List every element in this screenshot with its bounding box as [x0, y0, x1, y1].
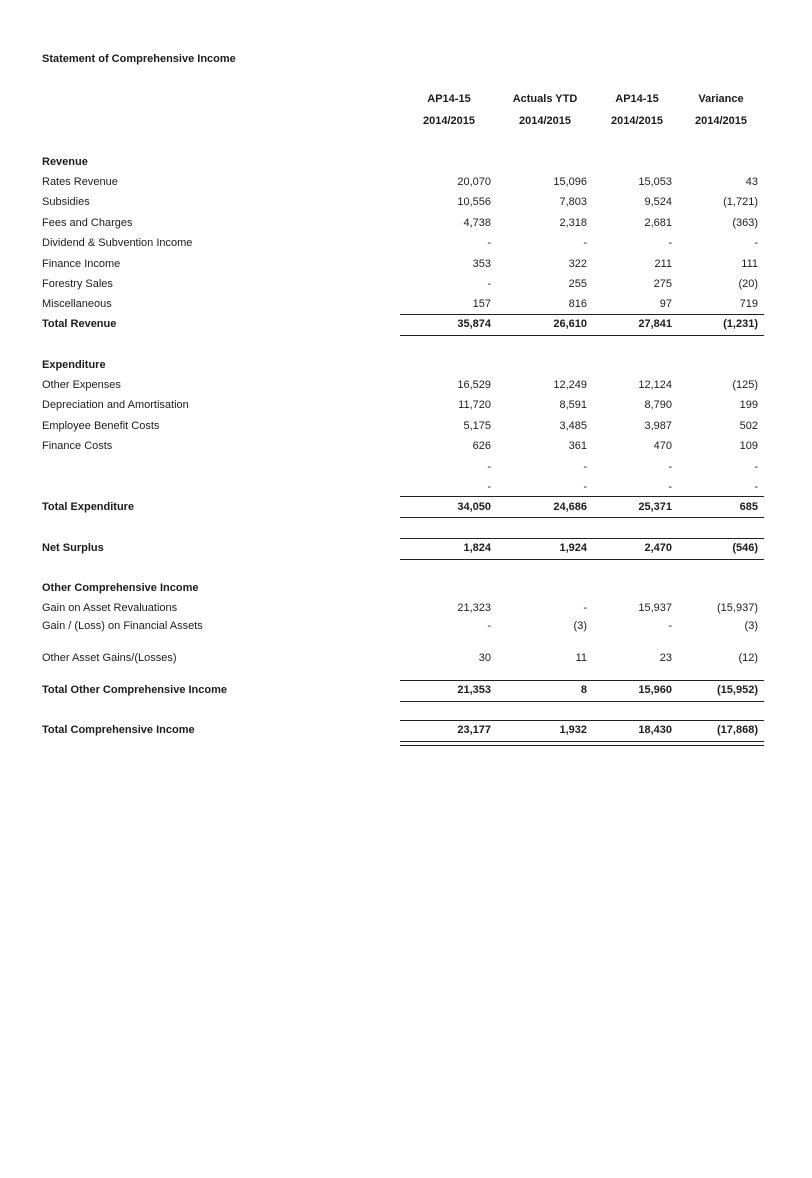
- cell-value: 23: [659, 652, 672, 664]
- total-row-revenue: [0, 316, 812, 332]
- column-header-2-line1: Actuals YTD: [512, 93, 578, 105]
- cell-value: -: [487, 278, 491, 290]
- cell-value: (3): [744, 620, 758, 632]
- cell-value: 1,924: [559, 542, 587, 554]
- cell-value: 353: [472, 258, 491, 270]
- cell-value: 109: [739, 440, 758, 452]
- total-row-net-surplus: [0, 540, 812, 556]
- cell-value: -: [754, 481, 758, 493]
- cell-value: 1,824: [463, 542, 491, 554]
- cell-value: -: [487, 620, 491, 632]
- cell-value: (1,231): [723, 318, 758, 330]
- subtotal-rule: [400, 314, 764, 315]
- table-row: [0, 215, 812, 231]
- column-header-1-line2: 2014/2015: [423, 115, 475, 127]
- row-label: Gain on Asset Revaluations: [42, 602, 178, 614]
- cell-value: 211: [654, 258, 672, 270]
- row-label: Total Expenditure: [42, 501, 135, 513]
- table-row: [0, 377, 812, 393]
- table-row: [0, 194, 812, 210]
- cell-value: 2,681: [644, 217, 672, 229]
- row-label: Expenditure: [42, 359, 106, 371]
- grand-total-double-underline: [400, 741, 764, 746]
- cell-value: 1,932: [559, 724, 587, 736]
- row-label: Subsidies: [42, 196, 90, 208]
- cell-value: (3): [573, 620, 587, 632]
- cell-value: -: [487, 461, 491, 473]
- cell-value: -: [487, 481, 491, 493]
- subtotal-rule: [400, 680, 764, 681]
- table-row: [0, 235, 812, 251]
- cell-value: 719: [739, 298, 758, 310]
- cell-value: 15,937: [638, 602, 672, 614]
- row-label: Net Surplus: [42, 542, 104, 554]
- section-heading-expenditure: [0, 357, 812, 373]
- cell-value: (15,952): [717, 684, 758, 696]
- table-row: [0, 438, 812, 454]
- table-row: [0, 600, 812, 616]
- cell-value: 15,096: [553, 176, 587, 188]
- cell-value: 502: [739, 420, 758, 432]
- cell-value: (20): [738, 278, 758, 290]
- column-header-3-line1: AP14-15: [615, 93, 659, 105]
- cell-value: (17,868): [717, 724, 758, 736]
- cell-value: -: [668, 461, 672, 473]
- cell-value: (1,721): [723, 196, 758, 208]
- cell-value: 35,874: [457, 318, 491, 330]
- total-underline: [400, 517, 764, 518]
- cell-value: 24,686: [553, 501, 587, 513]
- cell-value: 97: [659, 298, 672, 310]
- cell-value: 2,470: [644, 542, 672, 554]
- column-header-3-line2: 2014/2015: [611, 115, 663, 127]
- cell-value: 7,803: [559, 196, 587, 208]
- cell-value: 26,610: [553, 318, 587, 330]
- section-heading-other-comprehensive-income: [0, 580, 812, 596]
- cell-value: 15,053: [638, 176, 672, 188]
- cell-value: 15,960: [638, 684, 672, 696]
- row-label: Other Comprehensive Income: [42, 582, 199, 594]
- cell-value: -: [668, 481, 672, 493]
- row-label: Employee Benefit Costs: [42, 420, 160, 432]
- row-label: Total Comprehensive Income: [42, 724, 195, 736]
- cell-value: 23,177: [457, 724, 491, 736]
- cell-value: 25,371: [638, 501, 672, 513]
- column-header-2-line2: 2014/2015: [519, 115, 571, 127]
- row-label: Miscellaneous: [42, 298, 112, 310]
- row-label: Total Other Comprehensive Income: [42, 684, 228, 696]
- cell-value: 21,323: [457, 602, 491, 614]
- row-label: Depreciation and Amortisation: [42, 399, 189, 411]
- column-header-1-line1: AP14-15: [427, 93, 471, 105]
- cell-value: (363): [732, 217, 758, 229]
- cell-value: -: [487, 237, 491, 249]
- table-row: [0, 296, 812, 312]
- table-row: [0, 650, 812, 666]
- cell-value: 11,720: [458, 399, 491, 411]
- cell-value: 30: [478, 652, 491, 664]
- cell-value: 8: [580, 684, 587, 696]
- cell-value: 18,430: [638, 724, 672, 736]
- cell-value: 27,841: [638, 318, 672, 330]
- cell-value: 255: [568, 278, 587, 290]
- cell-value: -: [754, 461, 758, 473]
- cell-value: 21,353: [457, 684, 491, 696]
- cell-value: -: [754, 237, 758, 249]
- cell-value: 12,249: [553, 379, 587, 391]
- row-label: Fees and Charges: [42, 217, 133, 229]
- table-row: [0, 174, 812, 190]
- cell-value: 43: [745, 176, 758, 188]
- row-label: Revenue: [42, 156, 88, 168]
- table-row: [0, 276, 812, 292]
- table-row: [0, 256, 812, 272]
- row-label: Other Asset Gains/(Losses): [42, 652, 177, 664]
- cell-value: 10,556: [457, 196, 491, 208]
- cell-value: (546): [732, 542, 758, 554]
- cell-value: (12): [738, 652, 758, 664]
- cell-value: 816: [568, 298, 587, 310]
- cell-value: 8,591: [559, 399, 587, 411]
- total-row-comprehensive-income: [0, 722, 812, 738]
- cell-value: 470: [653, 440, 672, 452]
- statement-title: Statement of Comprehensive Income: [42, 53, 236, 65]
- row-label: Other Expenses: [42, 379, 121, 391]
- cell-value: 12,124: [638, 379, 672, 391]
- cell-value: 157: [472, 298, 491, 310]
- table-row: [0, 459, 812, 475]
- subtotal-rule: [400, 720, 764, 721]
- cell-value: 322: [568, 258, 587, 270]
- row-label: Gain / (Loss) on Financial Assets: [42, 620, 203, 632]
- section-heading-revenue: [0, 154, 812, 170]
- cell-value: 3,987: [644, 420, 672, 432]
- cell-value: 5,175: [463, 420, 491, 432]
- row-label: Total Revenue: [42, 318, 117, 330]
- cell-value: (15,937): [717, 602, 758, 614]
- cell-value: -: [668, 237, 672, 249]
- cell-value: 685: [739, 501, 758, 513]
- cell-value: 4,738: [463, 217, 491, 229]
- cell-value: -: [583, 237, 587, 249]
- cell-value: 199: [739, 399, 758, 411]
- cell-value: 3,485: [559, 420, 587, 432]
- row-label: Finance Income: [42, 258, 121, 270]
- cell-value: -: [583, 461, 587, 473]
- total-underline: [400, 701, 764, 702]
- cell-value: 9,524: [644, 196, 672, 208]
- total-row-expenditure: [0, 499, 812, 515]
- subtotal-rule: [400, 538, 764, 539]
- subtotal-rule: [400, 496, 764, 497]
- total-underline: [400, 335, 764, 336]
- cell-value: 8,790: [644, 399, 672, 411]
- table-row: [0, 397, 812, 413]
- cell-value: 16,529: [457, 379, 491, 391]
- cell-value: 11: [575, 652, 587, 664]
- row-label: Rates Revenue: [42, 176, 118, 188]
- column-header-4-line1: Variance: [698, 93, 744, 105]
- cell-value: -: [668, 620, 672, 632]
- cell-value: 275: [653, 278, 672, 290]
- cell-value: 361: [568, 440, 587, 452]
- total-row-other-comprehensive-income: [0, 682, 812, 698]
- total-underline: [400, 559, 764, 560]
- cell-value: 2,318: [559, 217, 587, 229]
- column-header-4-line2: 2014/2015: [695, 115, 747, 127]
- row-label: Forestry Sales: [42, 278, 113, 290]
- cell-value: -: [583, 602, 587, 614]
- cell-value: 34,050: [457, 501, 491, 513]
- row-label: Dividend & Subvention Income: [42, 237, 193, 249]
- table-row: [0, 418, 812, 434]
- cell-value: -: [583, 481, 587, 493]
- row-label: Finance Costs: [42, 440, 113, 452]
- cell-value: (125): [732, 379, 758, 391]
- cell-value: 111: [741, 258, 758, 270]
- table-row: [0, 479, 812, 495]
- cell-value: 626: [472, 440, 491, 452]
- cell-value: 20,070: [457, 176, 491, 188]
- table-row: [0, 618, 812, 634]
